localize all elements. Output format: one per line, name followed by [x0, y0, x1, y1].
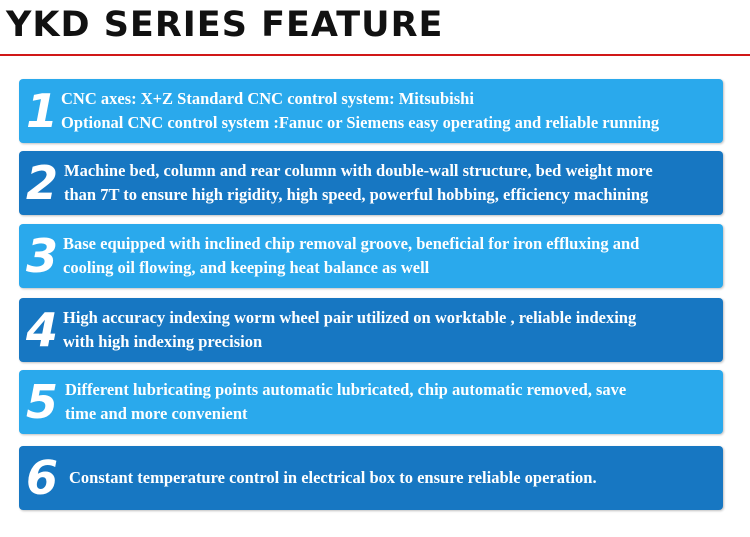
feature-number: 2: [25, 156, 58, 210]
feature-text: [69, 446, 721, 510]
page-title: YKD SERIES FEATURE: [6, 5, 444, 45]
feature-line: with high indexing precision: [63, 332, 263, 351]
feature-line: cooling oil flowing, and keeping heat balance as well: [63, 258, 430, 277]
feature-text: [63, 224, 721, 288]
feature-line: High accuracy indexing worm wheel pair utilized on worktable , reliable indexing: [63, 308, 637, 327]
feature-number: 6: [25, 451, 58, 505]
feature-panel-2: [19, 151, 723, 215]
feature-panel-1: [19, 79, 723, 143]
feature-line: than 7T to ensure high rigidity, high speed, powerful hobbing, efficiency machining: [64, 185, 649, 204]
title-divider: [0, 54, 750, 56]
feature-line: Different lubricating points automatic lubricated, chip automatic removed, save: [65, 380, 627, 399]
feature-text: [64, 151, 721, 215]
feature-panel-5: [19, 370, 723, 434]
feature-line: Optional CNC control system :Fanuc or Siemens easy operating and reliable running: [61, 113, 660, 132]
feature-panel-4: [19, 298, 723, 362]
feature-text: [63, 298, 721, 362]
feature-line: time and more convenient: [65, 404, 248, 423]
feature-number: 3: [25, 229, 58, 283]
feature-number: 4: [25, 303, 58, 357]
feature-line: Machine bed, column and rear column with double-wall structure, bed weight more: [64, 161, 653, 180]
feature-number: 5: [25, 375, 58, 429]
feature-text: [65, 370, 721, 434]
feature-panel-3: [19, 224, 723, 288]
feature-number: 1: [25, 84, 58, 138]
feature-line: Constant temperature control in electrical box to ensure reliable operation.: [69, 468, 597, 487]
feature-text: [61, 79, 721, 143]
feature-panel-6: [19, 446, 723, 510]
feature-line: CNC axes: X+Z Standard CNC control system: Mitsubishi: [61, 89, 474, 108]
feature-line: Base equipped with inclined chip removal groove, beneficial for iron effluxing and: [63, 234, 640, 253]
